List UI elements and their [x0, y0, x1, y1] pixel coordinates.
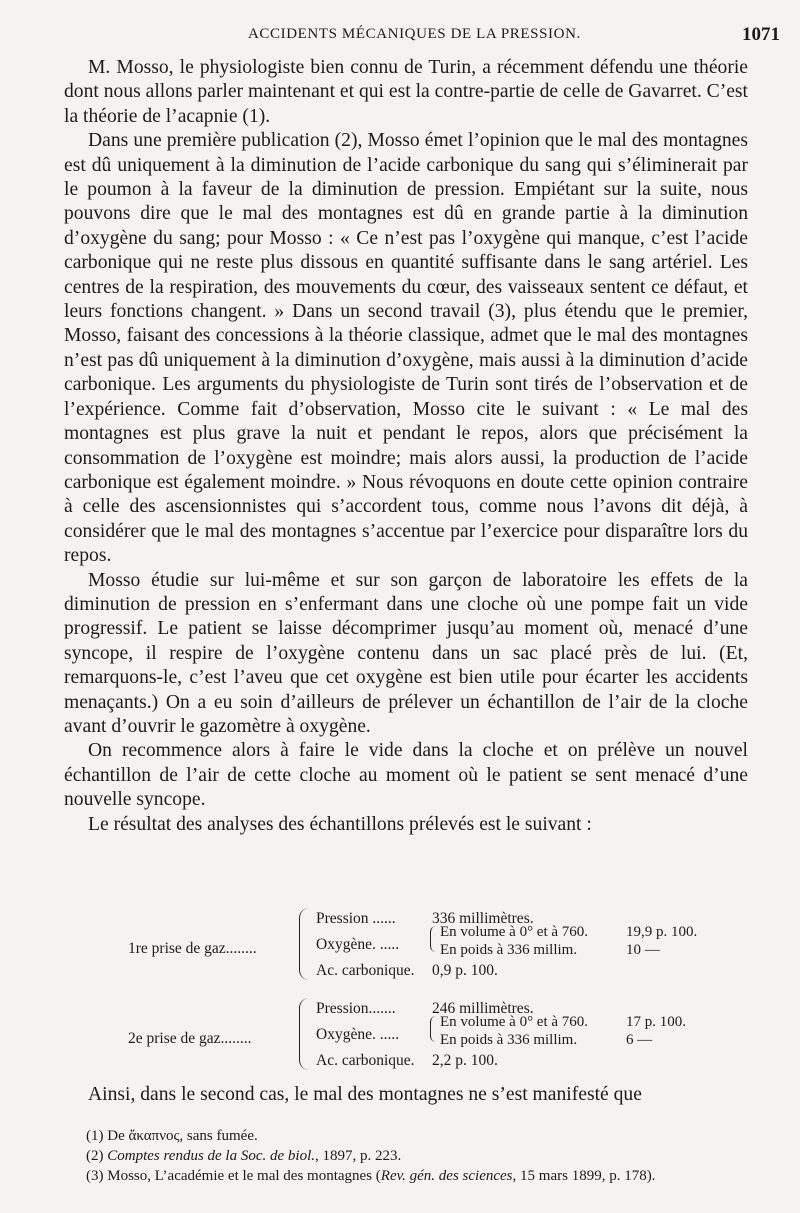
brace — [299, 998, 312, 1070]
footnote-3 — [86, 1166, 766, 1186]
poids-value: 6 — — [626, 1032, 653, 1048]
journal-title: Comptes rendus de la Soc. de biol. — [107, 1148, 316, 1164]
gas-sample-1 — [64, 908, 748, 994]
paragraph-acapnie: M. Mosso, le physiologiste bien connu de Turin, a récemment défendu une théorie dont nous allons parler maintenant et qui est la contre-partie de celle de Gavarret. C’est la théorie de l’acapnie (1). — [64, 57, 748, 127]
carbonique-value: 2,2 p. 100. — [432, 1052, 498, 1069]
gas-analysis-table — [64, 908, 748, 1084]
citation-start: (3) Mosso, L’académie et le mal des montagnes ( — [86, 1168, 381, 1184]
paragraph-results-intro: Le résultat des analyses des échantillons prélevés est le suivant : — [88, 813, 592, 835]
brace — [299, 908, 312, 980]
oxygene-brace — [430, 926, 437, 952]
page-header — [0, 22, 800, 48]
gas-sample-2 — [64, 998, 748, 1084]
running-title: ACCIDENTS MÉCANIQUES DE LA PRESSION. — [248, 26, 581, 42]
poids-value: 10 — — [626, 942, 660, 958]
oxygene-brace — [430, 1016, 437, 1042]
closing-line: Ainsi, dans le second cas, le mal des montagnes ne s’est manifesté que — [88, 1084, 642, 1105]
pression-label: Pression ...... — [316, 910, 396, 927]
footnote-2 — [86, 1146, 766, 1166]
oxygene-row — [316, 936, 399, 954]
sample-label: 1re prise de gaz........ — [128, 940, 257, 957]
pression-value: 336 millimètres. — [432, 910, 534, 927]
volume-label: En volume à 0° et à 760. — [440, 924, 589, 940]
sample-label: 2e prise de gaz........ — [128, 1030, 252, 1047]
journal-title: Rev. gén. des sciences — [380, 1168, 513, 1184]
paragraph-mosso-theory: Dans une première publication (2), Mosso émet l’opinion que le mal des montagnes est dû uniquement à la diminution de l’acide carbonique du sang qui s’éliminerait par le poumon à la faveur de la diminution de pression. Empiétant sur la suite, nous pouvons dire que le mal des montagnes est dû en grande partie à la diminution d’oxygène du sang; pour Mosso : « Ce n’est pas l’oxygène qui manque, c’est l’acide carbonique qui ne reste plus dissous en quantité suffisante dans le sang artériel. Les centres de la respiration, des mouvements du cœur, des vaisseaux sentent ce défaut, et leurs fonctions changent. » Dans un second travail (3), plus étendu que le premier, Mosso, faisant des concessions à la théorie classique, admet que le mal des montagnes n’est pas dû uniquement à la diminution d’oxygène, mais aussi à la diminution d’acide carbonique. Les arguments du physiologiste de Turin sont tirés de l’observation et de l’expérience. Comme fait d’observation, Mosso cite le suivant : « Le mal des montagnes est plus grave la nuit et pendant le repos, alors que précisément la consommation de l’oxygène est moindre; mais alors aussi, la production de l’acide carbonique est également moindre. » Nous révoquons en doute cette opinion contraire à celle des ascensionnistes qui s’accordent tous, comme nous l’avons dit déjà, à considérer que le mal des montagnes s’accentue par l’exercice pour disparaître lors du repos. — [64, 130, 748, 567]
citation-detail: , 15 mars 1899, p. 178). — [512, 1168, 656, 1184]
body-text — [64, 56, 748, 837]
poids-label: En poids à 336 millim. — [440, 1032, 578, 1048]
carbonique-value: 0,9 p. 100. — [432, 962, 498, 979]
poids-label: En poids à 336 millim. — [440, 942, 578, 958]
volume-value: 17 p. 100. — [626, 1014, 686, 1030]
oxygene-label: Oxygène. ..... — [316, 1026, 400, 1043]
footnote-1: (1) De ἄκαπνος, sans fumée. — [86, 1128, 258, 1144]
carbonique-label: Ac. carbonique. — [316, 962, 415, 979]
oxygene-row — [316, 1026, 399, 1044]
pression-row — [316, 1000, 534, 1018]
paragraph-second-sample: On recommence alors à faire le vide dans la cloche et on prélève un nouvel échantillon de l’air de cette cloche au moment où le patient se sent menacé d’une nouvelle syncope. — [64, 740, 748, 811]
carbonique-label: Ac. carbonique. — [316, 1052, 415, 1069]
page-number: 1071 — [742, 24, 780, 45]
pression-row — [316, 910, 534, 928]
footnotes — [86, 1126, 766, 1186]
footnote-number: (2) — [86, 1148, 104, 1164]
volume-value: 19,9 p. 100. — [626, 924, 698, 940]
citation-detail: , 1897, p. 223. — [315, 1148, 402, 1164]
paragraph-experiment: Mosso étudie sur lui-même et sur son garçon de laboratoire les effets de la diminution de pression en s’enfermant dans une cloche où une pompe fait un vide progressif. Le patient se laisse décomprimer jusqu’au moment où, menacé d’une syncope, il respire de l’oxygène contenu dans un sac placé près de lui. (Et, remarquons-le, c’est l’aveu que cet oxygène est bien utile pour écarter les accidents menaçants.) On a eu soin d’ailleurs de prélever un échantillon de l’air de la cloche avant d’ouvrir le gazomètre à oxygène. — [64, 569, 748, 737]
oxygene-label: Oxygène. ..... — [316, 936, 400, 953]
volume-label: En volume à 0° et à 760. — [440, 1014, 589, 1030]
carbonique-row — [316, 962, 498, 980]
pression-label: Pression....... — [316, 1000, 396, 1017]
pression-value: 246 millimètres. — [432, 1000, 534, 1017]
carbonique-row — [316, 1052, 498, 1070]
